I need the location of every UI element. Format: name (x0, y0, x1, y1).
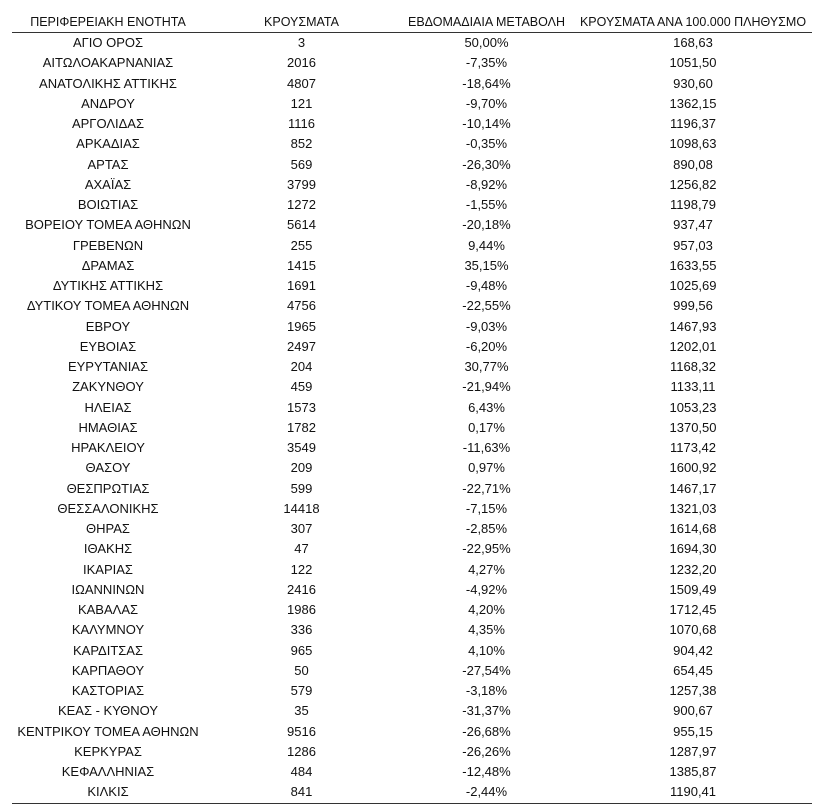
cell-weekly-change: -6,20% (465, 338, 508, 354)
cell-cases: 307 (290, 521, 313, 537)
cell-cases-per-100k: 1467,93 (669, 318, 717, 334)
table-row (12, 195, 812, 215)
header-weekly-change: ΕΒΔΟΜΑΔΙΑΙΑ ΜΕΤΑΒΟΛΗ (399, 12, 574, 33)
cell-cases: 255 (290, 237, 313, 253)
cell-cases-per-100k: 1509,49 (669, 581, 717, 597)
cell-region: ΑΝΔΡΟΥ (81, 95, 135, 111)
cell-cases-per-100k: 1694,30 (669, 541, 717, 557)
cell-cases: 122 (290, 561, 313, 577)
cell-region: ΘΕΣΠΡΩΤΙΑΣ (66, 480, 150, 496)
table-row (12, 337, 812, 357)
table-row (12, 236, 812, 256)
cell-weekly-change: -21,94% (462, 379, 511, 395)
cell-weekly-change: -7,15% (465, 500, 508, 516)
cell-cases-per-100k: 890,08 (673, 156, 713, 172)
cell-region: ΔΥΤΙΚΗΣ ΑΤΤΙΚΗΣ (52, 278, 164, 294)
cell-weekly-change: 6,43% (468, 399, 505, 415)
header-cases-per-100k: ΚΡΟΥΣΜΑΤΑ ΑΝΑ 100.000 ΠΛΗΘΥΣΜΟ (574, 12, 812, 33)
cell-cases: 4807 (287, 75, 316, 91)
cell-cases: 484 (290, 764, 313, 780)
cell-region: ΘΗΡΑΣ (86, 521, 130, 537)
cell-weekly-change: 4,20% (468, 602, 505, 618)
cell-weekly-change: 0,97% (468, 460, 505, 476)
cell-cases: 14418 (283, 500, 320, 516)
cell-weekly-change: -0,35% (465, 136, 508, 152)
cell-cases-per-100k: 1362,15 (669, 95, 717, 111)
cell-region: ΚΑΣΤΟΡΙΑΣ (71, 683, 145, 699)
cell-weekly-change: -22,95% (462, 541, 511, 557)
cell-weekly-change: -18,64% (462, 75, 511, 91)
cell-cases-per-100k: 1198,79 (669, 197, 717, 213)
header-region: ΠΕΡΙΦΕΡΕΙΑΚΗ ΕΝΟΤΗΤΑ (12, 12, 204, 33)
cell-cases-per-100k: 1256,82 (669, 176, 717, 192)
cell-weekly-change: -26,30% (462, 156, 511, 172)
cell-cases-per-100k: 1467,17 (669, 480, 717, 496)
table-row (12, 317, 812, 337)
cell-weekly-change: -1,55% (465, 197, 508, 213)
cell-cases: 569 (290, 156, 313, 172)
table-body (12, 33, 812, 804)
cell-cases-per-100k: 904,42 (673, 642, 713, 658)
cell-weekly-change: -27,54% (462, 662, 511, 678)
cell-region: ΑΡΚΑΔΙΑΣ (76, 136, 140, 152)
cell-weekly-change: -22,71% (462, 480, 511, 496)
cell-cases: 1986 (287, 602, 316, 618)
cell-weekly-change: -3,18% (465, 683, 508, 699)
table-row (12, 742, 812, 762)
cell-cases-per-100k: 1098,63 (669, 136, 717, 152)
cell-region: ΒΟΡΕΙΟΥ ΤΟΜΕΑ ΑΘΗΝΩΝ (25, 217, 191, 233)
cell-region: ΙΩΑΝΝΙΝΩΝ (71, 581, 145, 597)
covid-cases-table (12, 12, 812, 804)
table-row (12, 620, 812, 640)
table-row (12, 701, 812, 721)
cell-weekly-change: -2,85% (465, 521, 508, 537)
cell-cases-per-100k: 1070,68 (669, 622, 717, 638)
table-row (12, 215, 812, 235)
cell-weekly-change: 30,77% (464, 359, 509, 375)
cell-region: ΒΟΙΩΤΙΑΣ (77, 197, 139, 213)
cell-weekly-change: -31,37% (462, 703, 511, 719)
cell-cases-per-100k: 930,60 (673, 75, 713, 91)
table-row (12, 479, 812, 499)
table-row (12, 53, 812, 73)
cell-region: ΚΑΒΑΛΑΣ (77, 602, 139, 618)
cell-region: ΚΕΦΑΛΛΗΝΙΑΣ (61, 764, 155, 780)
cell-region: ΔΥΤΙΚΟΥ ΤΟΜΕΑ ΑΘΗΝΩΝ (26, 298, 190, 314)
cell-cases: 852 (290, 136, 313, 152)
table-row (12, 681, 812, 701)
cell-cases-per-100k: 654,45 (673, 662, 713, 678)
cell-region: ΕΥΡΥΤΑΝΙΑΣ (67, 359, 149, 375)
cell-cases-per-100k: 1168,32 (669, 359, 717, 375)
table-row (12, 762, 812, 782)
cell-weekly-change: -2,44% (399, 782, 574, 803)
cell-cases-per-100k: 1190,41 (574, 782, 812, 803)
cell-cases: 204 (290, 359, 313, 375)
cell-weekly-change: -8,92% (465, 176, 508, 192)
cell-cases-per-100k: 1321,03 (669, 500, 717, 516)
cell-cases-per-100k: 1385,87 (669, 764, 717, 780)
table-row (12, 722, 812, 742)
cell-weekly-change: 4,35% (468, 622, 505, 638)
cell-cases-per-100k: 999,56 (673, 298, 713, 314)
cell-region: ΚΑΡΔΙΤΣΑΣ (72, 642, 144, 658)
table-row (12, 519, 812, 539)
table-row (12, 377, 812, 397)
cell-cases-per-100k: 1202,01 (669, 338, 717, 354)
cell-region: ΔΡΑΜΑΣ (81, 257, 135, 273)
table-row (12, 782, 812, 803)
cell-region: ΕΒΡΟΥ (85, 318, 131, 334)
cell-region: ΓΡΕΒΕΝΩΝ (72, 237, 144, 253)
table-row (12, 438, 812, 458)
table-row (12, 134, 812, 154)
cell-region: ΖΑΚΥΝΘΟΥ (72, 379, 144, 395)
cell-region: ΘΑΣΟΥ (85, 460, 131, 476)
cell-cases: 336 (290, 622, 313, 638)
cell-cases: 459 (290, 379, 313, 395)
cell-cases: 1691 (287, 278, 316, 294)
cell-weekly-change: -20,18% (462, 217, 511, 233)
cell-region: ΗΡΑΚΛΕΙΟΥ (71, 440, 145, 456)
cell-cases-per-100k: 1712,45 (669, 602, 717, 618)
cell-cases: 3549 (287, 440, 316, 456)
cell-region: ΚΕΡΚΥΡΑΣ (74, 743, 142, 759)
cell-region: ΕΥΒΟΙΑΣ (79, 338, 137, 354)
cell-region: ΑΧΑΪΑΣ (84, 176, 132, 192)
table-row (12, 398, 812, 418)
cell-cases: 5614 (287, 217, 316, 233)
cell-cases: 965 (290, 642, 313, 658)
cell-weekly-change: 0,17% (468, 419, 505, 435)
header-cases: ΚΡΟΥΣΜΑΤΑ (204, 12, 399, 33)
cell-weekly-change: -9,48% (465, 278, 508, 294)
cell-weekly-change: 9,44% (468, 237, 505, 253)
cell-cases-per-100k: 1232,20 (669, 561, 717, 577)
cell-cases-per-100k: 1600,92 (669, 460, 717, 476)
table-row (12, 357, 812, 377)
cell-cases: 47 (294, 541, 309, 557)
cell-cases: 1272 (287, 197, 316, 213)
cell-cases: 2497 (287, 338, 316, 354)
cell-weekly-change: -9,03% (465, 318, 508, 334)
cell-region: ΙΘΑΚΗΣ (83, 541, 133, 557)
table-row (12, 580, 812, 600)
cell-cases-per-100k: 957,03 (673, 237, 713, 253)
cell-cases-per-100k: 955,15 (673, 723, 713, 739)
cell-cases: 3799 (287, 176, 316, 192)
cell-cases-per-100k: 1257,38 (669, 683, 717, 699)
cell-cases: 35 (294, 703, 309, 719)
cell-region: ΗΛΕΙΑΣ (84, 399, 132, 415)
cell-cases: 50 (294, 662, 309, 678)
table-row (12, 539, 812, 559)
cell-cases-per-100k: 168,63 (673, 35, 713, 51)
cell-cases: 841 (204, 782, 399, 803)
table-row (12, 276, 812, 296)
cell-cases: 1116 (288, 116, 315, 132)
table-row (12, 418, 812, 438)
table-row (12, 600, 812, 620)
table-row (12, 499, 812, 519)
cell-cases: 9516 (287, 723, 316, 739)
cell-cases-per-100k: 1173,42 (669, 440, 717, 456)
cell-cases: 1573 (287, 399, 316, 415)
cell-weekly-change: 4,27% (468, 561, 505, 577)
cell-cases: 4756 (287, 298, 316, 314)
cell-cases-per-100k: 1287,97 (669, 743, 717, 759)
cell-cases: 1415 (287, 257, 316, 273)
table-row (12, 155, 812, 175)
cell-cases-per-100k: 1614,68 (669, 521, 717, 537)
table-row (12, 560, 812, 580)
table-row (12, 296, 812, 316)
cell-cases-per-100k: 1370,50 (669, 419, 717, 435)
cell-weekly-change: -26,26% (462, 743, 511, 759)
cell-weekly-change: -11,63% (462, 440, 511, 456)
cell-cases-per-100k: 1053,23 (669, 399, 717, 415)
cell-region: ΑΙΤΩΛΟΑΚΑΡΝΑΝΙΑΣ (42, 55, 174, 71)
table-row (12, 175, 812, 195)
cell-cases: 2416 (287, 581, 316, 597)
cell-weekly-change: 35,15% (464, 257, 509, 273)
cell-weekly-change: -9,70% (465, 95, 508, 111)
cell-cases: 1965 (287, 318, 316, 334)
table-row (12, 33, 812, 54)
table-row (12, 641, 812, 661)
table-row (12, 458, 812, 478)
cell-region: ΚΕΑΣ - ΚΥΘΝΟΥ (57, 703, 159, 719)
table-row (12, 74, 812, 94)
cell-region: ΗΜΑΘΙΑΣ (78, 419, 138, 435)
cell-region: ΘΕΣΣΑΛΟΝΙΚΗΣ (57, 500, 159, 516)
cell-cases: 1286 (287, 743, 316, 759)
cell-cases: 1782 (287, 419, 316, 435)
cell-weekly-change: -10,14% (462, 116, 511, 132)
cell-region: ΑΝΑΤΟΛΙΚΗΣ ΑΤΤΙΚΗΣ (39, 75, 177, 91)
cell-cases-per-100k: 937,47 (673, 217, 713, 233)
cell-region: ΚΙΛΚΙΣ (12, 782, 204, 803)
cell-region: ΙΚΑΡΙΑΣ (83, 561, 133, 577)
cell-cases: 579 (290, 683, 313, 699)
table-row (12, 114, 812, 134)
cell-cases-per-100k: 1133,11 (670, 379, 716, 395)
cell-region: ΚΑΛΥΜΝΟΥ (71, 622, 145, 638)
cell-cases: 2016 (287, 55, 316, 71)
cell-weekly-change: 4,10% (468, 642, 505, 658)
table-row (12, 94, 812, 114)
cell-cases-per-100k: 900,67 (673, 703, 713, 719)
cell-weekly-change: -22,55% (462, 298, 511, 314)
header-row (12, 12, 812, 33)
cell-cases: 209 (290, 460, 313, 476)
cell-weekly-change: -26,68% (462, 723, 511, 739)
cell-cases-per-100k: 1051,50 (669, 55, 717, 71)
cell-cases-per-100k: 1633,55 (669, 257, 717, 273)
cell-region: ΑΡΓΟΛΙΔΑΣ (71, 116, 145, 132)
cell-cases: 599 (290, 480, 313, 496)
cell-region: ΚΑΡΠΑΘΟΥ (71, 662, 145, 678)
cell-cases-per-100k: 1025,69 (669, 278, 717, 294)
cell-region: ΑΡΤΑΣ (87, 156, 129, 172)
table-row (12, 661, 812, 681)
cell-cases-per-100k: 1196,37 (669, 116, 717, 132)
cell-weekly-change: -12,48% (462, 764, 511, 780)
cell-weekly-change: -7,35% (465, 55, 508, 71)
cell-region: ΚΕΝΤΡΙΚΟΥ ΤΟΜΕΑ ΑΘΗΝΩΝ (17, 723, 199, 739)
cell-cases: 3 (297, 35, 306, 51)
cell-weekly-change: 50,00% (464, 35, 509, 51)
table-row (12, 256, 812, 276)
cell-cases: 121 (290, 95, 313, 111)
cell-weekly-change: -4,92% (465, 581, 508, 597)
table-header (12, 12, 812, 33)
cell-region: ΑΓΙΟ ΟΡΟΣ (72, 35, 144, 51)
